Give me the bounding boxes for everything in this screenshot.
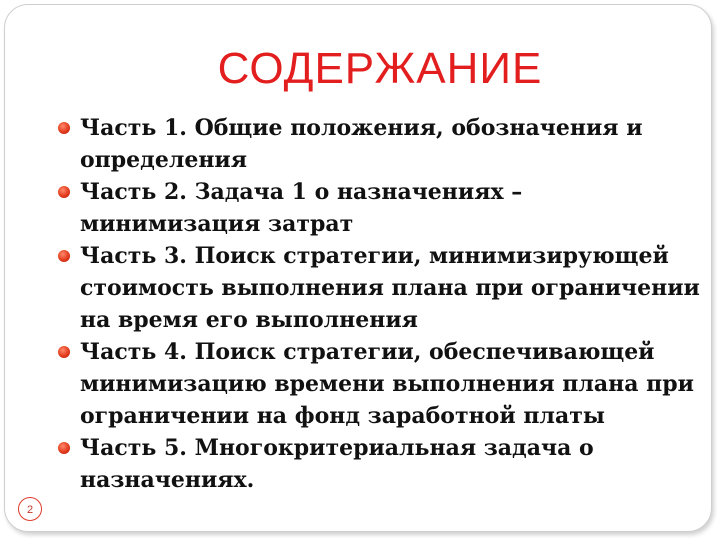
slide-title: СОДЕРЖАНИЕ [217, 44, 543, 93]
contents-list [50, 112, 700, 496]
bullet-icon [58, 346, 70, 358]
bullet-icon [58, 122, 70, 134]
list-item [50, 112, 700, 176]
list-item-text: Часть 3. Поиск стратегии, минимизирующей стоимость выполнения плана при ограничении на время его выполнения [80, 243, 700, 333]
bullet-icon [58, 250, 70, 262]
list-item [50, 336, 700, 432]
list-item-text: Часть 4. Поиск стратегии, обеспечивающей минимизацию времени выполнения плана при ограничении на фонд заработной платы [80, 339, 694, 429]
page-number-badge: 2 [18, 497, 42, 521]
list-item [50, 432, 700, 496]
list-item [50, 240, 700, 336]
bullet-icon [58, 442, 70, 454]
list-item-text: Часть 2. Задача 1 о назначениях – минимизация затрат [80, 179, 523, 237]
list-item-text: Часть 5. Многокритериальная задача о назначениях. [80, 435, 594, 493]
list-item [50, 176, 700, 240]
list-item-text: Часть 1. Общие положения, обозначения и определения [80, 115, 643, 173]
bullet-icon [58, 186, 70, 198]
